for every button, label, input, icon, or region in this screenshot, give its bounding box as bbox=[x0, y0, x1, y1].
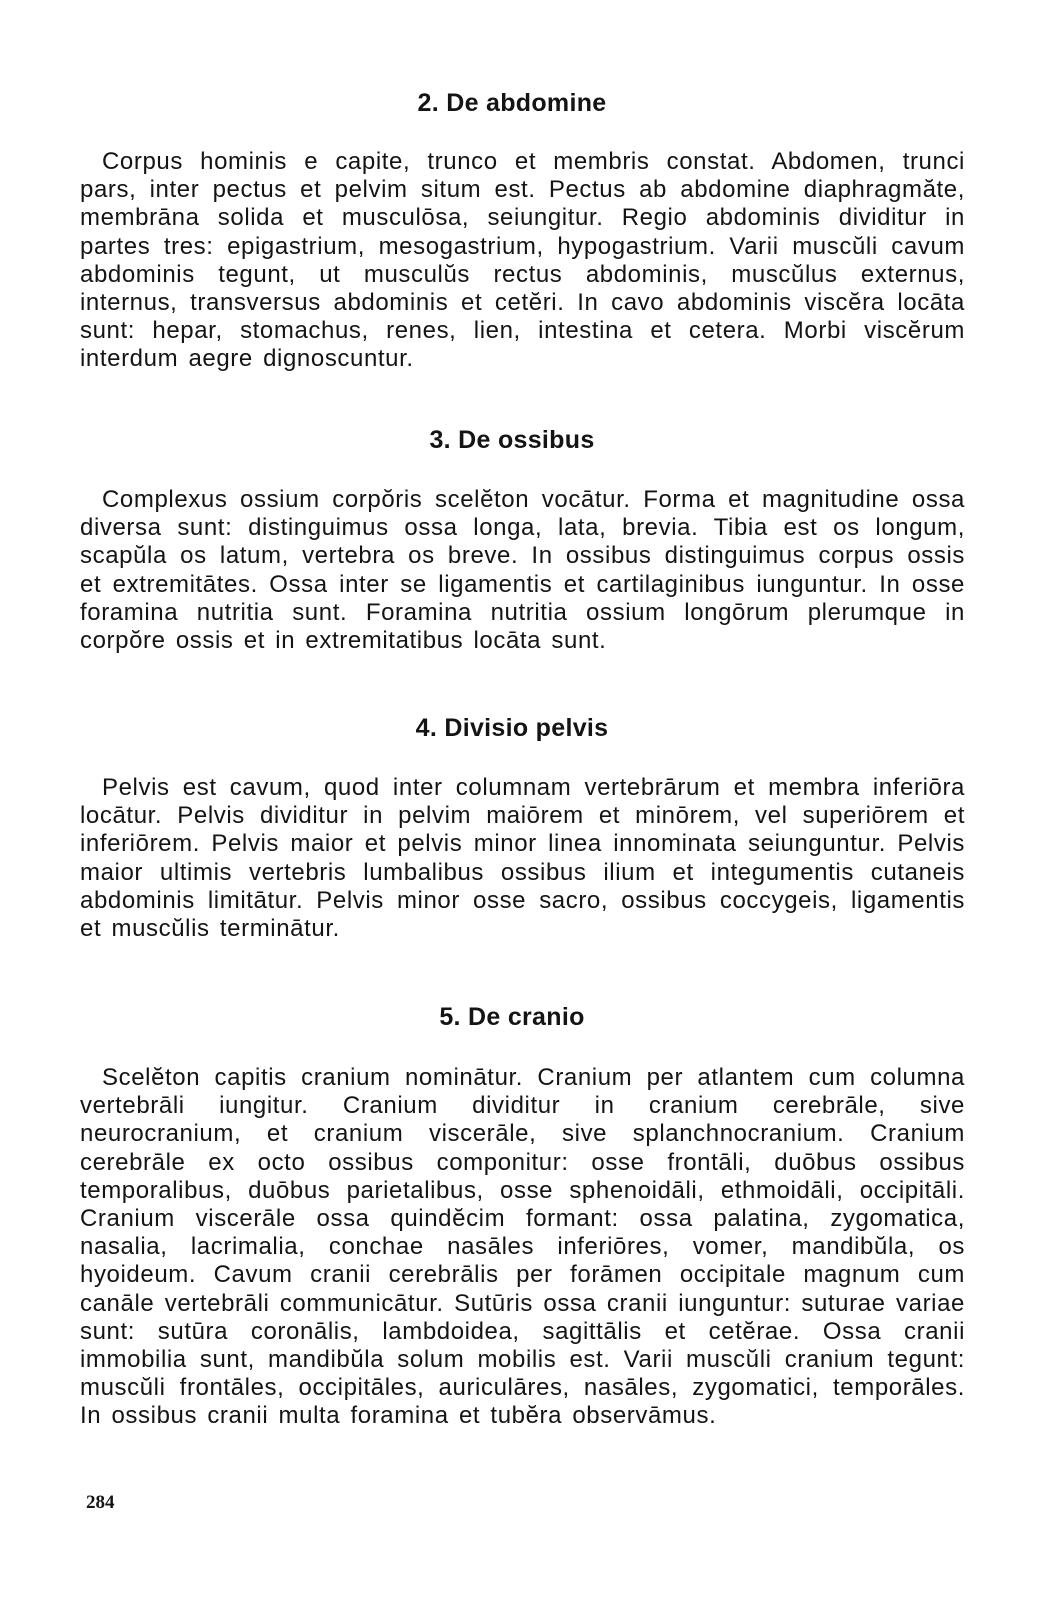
page-number: 284 bbox=[86, 1492, 115, 1513]
section-title-de-ossibus: 3. De ossibus bbox=[429, 426, 595, 454]
book-page bbox=[62, 0, 965, 1600]
section-text-de-ossibus: Complexus ossium corpŏris scelĕton vocātur. Forma et magnitudine ossa diversa sunt: distinguimus ossa longa, lata, brevia. Tibia est os longum, scapŭla os latum, vertebra os breve. In ossibus distinguimus corpus ossis et extremitātes. Ossa inter se ligamentis et cartilaginibus iunguntur. In osse foramina nutritia sunt. Foramina nutritia ossium longōrum plerumque in corpŏre ossis et in extremitatibus locāta sunt. bbox=[80, 486, 965, 655]
section-title-de-cranio: 5. De cranio bbox=[439, 1003, 585, 1031]
section-title-de-abdomine: 2. De abdomine bbox=[417, 89, 607, 117]
section-text-divisio-pelvis: Pelvis est cavum, quod inter columnam vertebrārum et membra inferiōra locātur. Pelvis dividitur in pelvim maiōrem et minōrem, vel superiōrem et inferiōrem. Pelvis maior et pelvis minor linea innominata seiunguntur. Pelvis maior ultimis vertebris lumbalibus ossibus ilium et integumentis cutaneis abdominis limitātur. Pelvis minor osse sacro, ossibus coccygeis, ligamentis et muscŭlis terminātur. bbox=[80, 774, 965, 943]
section-title-divisio-pelvis: 4. Divisio pelvis bbox=[415, 714, 609, 742]
section-text-de-abdomine: Corpus hominis e capite, trunco et membris constat. Abdomen, trunci pars, inter pectus et pelvim situm est. Pectus ab abdomine diaphragmăte, membrāna solida et musculōsa, seiungitur. Regio abdominis dividitur in partes tres: epigastrium, mesogastrium, hypogastrium. Varii muscŭli cavum abdominis tegunt, ut musculŭs rectus abdominis, muscŭlus externus, internus, transversus abdominis et cetĕri. In cavo abdominis viscĕra locāta sunt: hepar, stomachus, renes, lien, intestina et cetera. Morbi viscĕrum interdum aegre dignoscuntur. bbox=[80, 148, 965, 373]
section-text-de-cranio: Scelĕton capitis cranium nominātur. Cranium per atlantem cum columna vertebrāli iungitur. Cranium dividitur in cranium cerebrāle, sive neurocranium, et cranium viscerāle, sive splanchnocranium. Cranium cerebrāle ex octo ossibus componitur: osse frontāli, duōbus ossibus temporalibus, duōbus parietalibus, osse sphenoidāli, ethmoidāli, occipitāli. Cranium viscerāle ossa quindĕcim formant: ossa palatina, zygomatica, nasalia, lacrimalia, conchae nasāles inferiōres, vomer, mandibŭla, os hyoideum. Cavum cranii cerebrālis per forāmen occipitale magnum cum canāle vertebrāli communicātur. Sutūris ossa cranii iunguntur: suturae variae sunt: sutūra coronālis, lambdoidea, sagittālis et cetĕrae. Ossa cranii immobilia sunt, mandibŭla solum mobilis est. Varii muscŭli cranium tegunt: muscŭli frontāles, occipitāles, auriculāres, nasāles, zygomatici, temporāles. In ossibus cranii multa foramina et tubĕra observāmus. bbox=[80, 1064, 965, 1430]
